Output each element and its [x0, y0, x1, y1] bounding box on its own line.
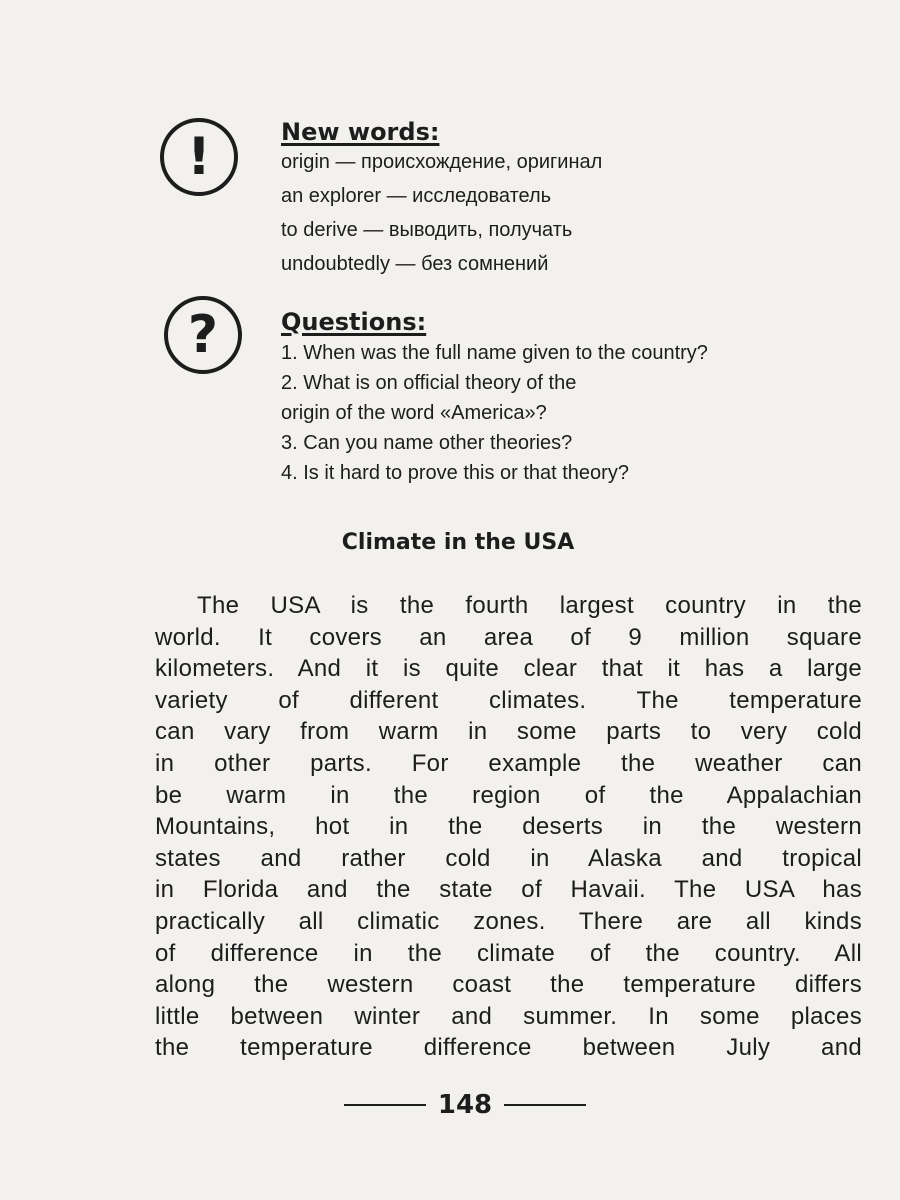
- body-line: Mountains, hot in the deserts in the western: [155, 813, 862, 841]
- body-line: variety of different climates. The temperature: [155, 686, 862, 714]
- page-footer: [15, 1090, 900, 1120]
- divider: [504, 1104, 586, 1106]
- vocab-item: undoubtedly — без сомнений: [281, 253, 549, 275]
- question-icon: ?: [164, 296, 242, 374]
- body-line: along the western coast the temperature differs: [155, 971, 862, 999]
- body-line: of difference in the climate of the country. All: [155, 939, 862, 967]
- vocab-item: an explorer — исследователь: [281, 185, 552, 207]
- section-title: Climate in the USA: [341, 530, 575, 555]
- vocab-item: to derive — выводить, получать: [281, 219, 573, 241]
- body-line: world. It covers an area of 9 million square: [155, 623, 862, 651]
- exclamation-icon: !: [160, 118, 238, 196]
- body-line: states and rather cold in Alaska and tropical: [155, 844, 862, 872]
- questions-heading: Questions:: [281, 308, 427, 336]
- new-words-box: [281, 118, 602, 279]
- question-item: origin of the word «America»?: [281, 402, 547, 424]
- question-item: 4. Is it hard to prove this or that theory?: [281, 462, 629, 484]
- body-line: the temperature difference between July and: [155, 1034, 862, 1062]
- vocab-item: origin — происхождение, оригинал: [281, 151, 603, 173]
- body-line: in other parts. For example the weather can: [155, 749, 862, 777]
- new-words-heading: New words:: [281, 118, 440, 146]
- question-item: 2. What is on official theory of the: [281, 372, 577, 394]
- body-line: can vary from warm in some parts to very cold: [155, 718, 862, 746]
- divider: [344, 1104, 426, 1106]
- body-line: practically all climatic zones. There are all kinds: [155, 907, 862, 935]
- question-item: 1. When was the full name given to the country?: [281, 342, 708, 364]
- page-number: 148: [437, 1090, 493, 1120]
- question-item: 3. Can you name other theories?: [281, 432, 573, 454]
- body-text: [155, 590, 862, 1064]
- body-line: The USA is the fourth largest country in the: [197, 592, 862, 619]
- body-line: kilometers. And it is quite clear that it has a large: [155, 655, 862, 683]
- body-line: little between winter and summer. In some places: [155, 1002, 862, 1030]
- questions-box: [281, 308, 708, 488]
- body-line: be warm in the region of the Appalachian: [155, 781, 862, 809]
- body-line: in Florida and the state of Havaii. The USA has: [155, 876, 862, 904]
